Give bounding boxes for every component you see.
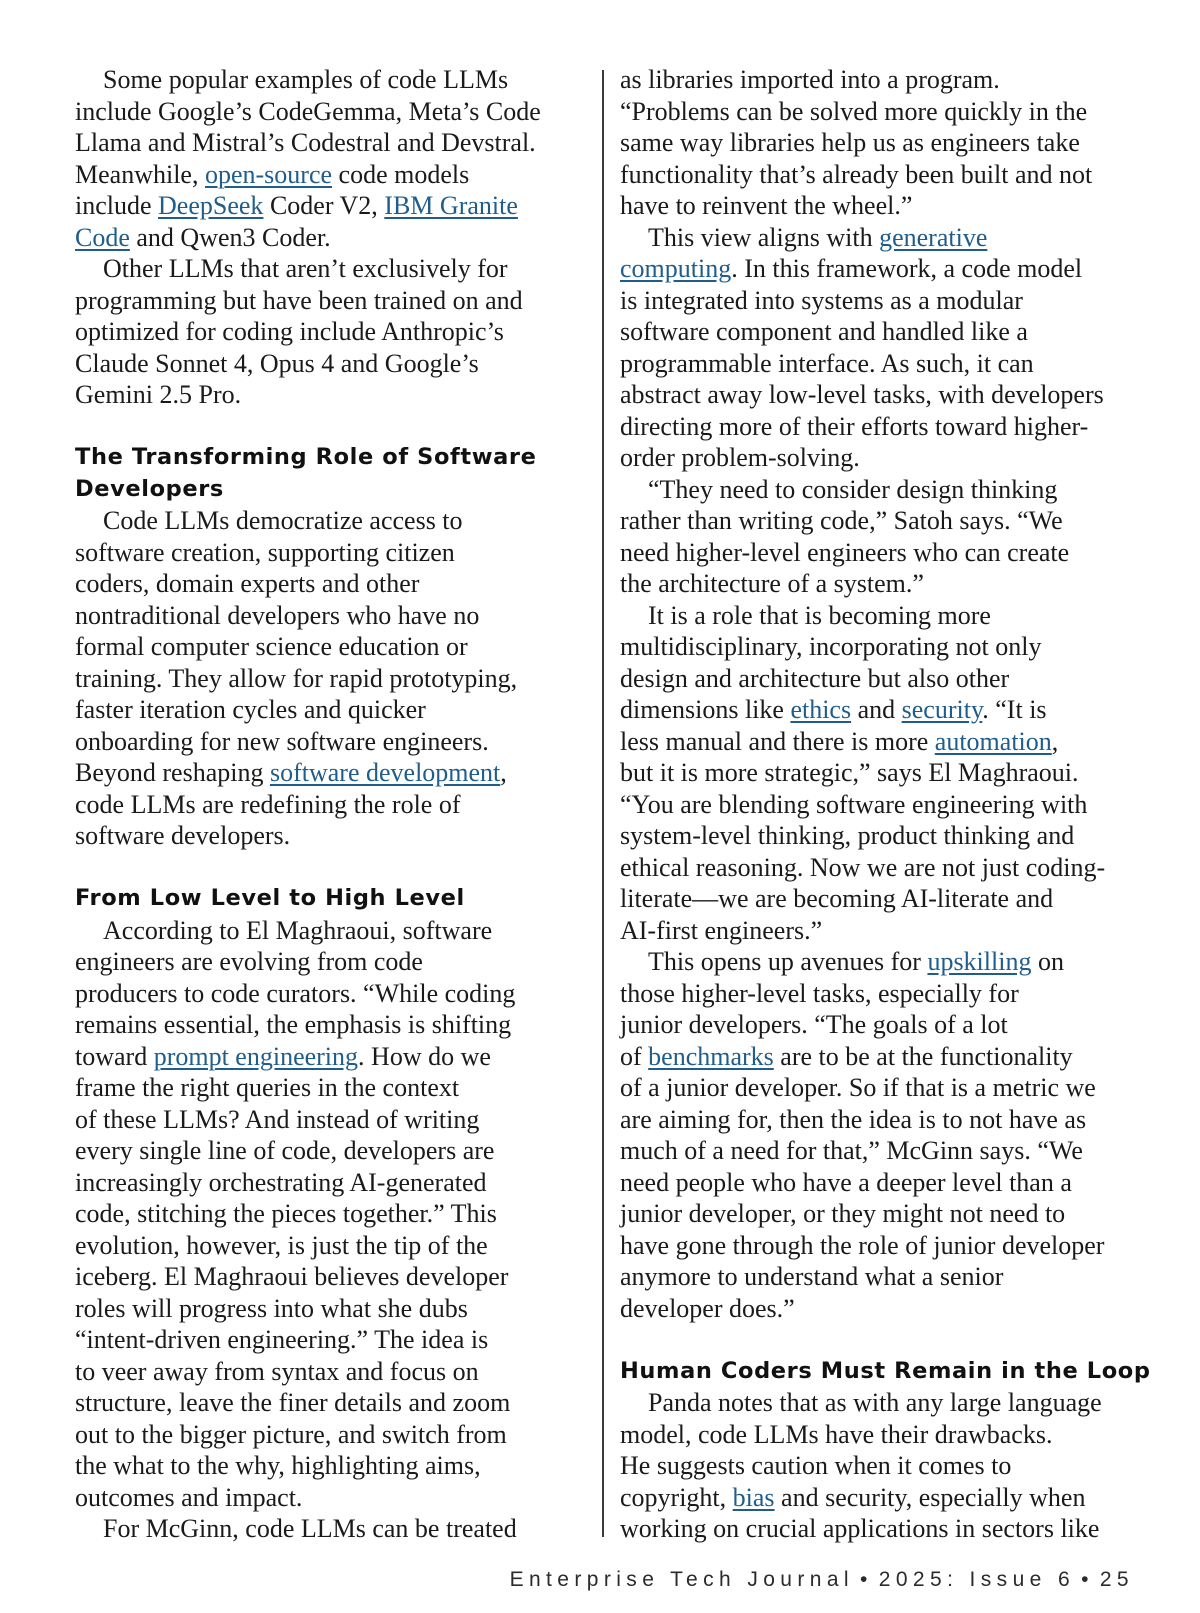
text-line: system-level thinking, product thinking and bbox=[620, 821, 1075, 850]
paragraph bbox=[620, 1387, 1130, 1545]
text-line: roles will progress into what she dubs bbox=[75, 1293, 468, 1323]
link-generative-computing[interactable]: generative bbox=[879, 222, 988, 252]
text-line: formal computer science education or bbox=[75, 632, 468, 661]
text-line: engineers are evolving from code bbox=[75, 947, 423, 976]
text-line: producers to code curators. “While coding bbox=[75, 978, 516, 1008]
text-fragment: and security, especially when bbox=[774, 1482, 1086, 1512]
text-line: out to the bigger picture, and switch from bbox=[75, 1419, 507, 1449]
text-fragment: , bbox=[1051, 726, 1059, 756]
text-fragment: toward bbox=[75, 1041, 154, 1071]
text-line: those higher-level tasks, especially for bbox=[620, 978, 1019, 1008]
text-line: need people who have a deeper level than a bbox=[620, 1167, 1072, 1197]
text-line: design and architecture but also other bbox=[620, 663, 1010, 693]
text-line bbox=[620, 1041, 1130, 1073]
link-ethics[interactable]: ethics bbox=[790, 695, 852, 724]
text-fragment: . How do we bbox=[358, 1041, 491, 1071]
text-line bbox=[75, 757, 587, 789]
text-line: junior developers. “The goals of a lot bbox=[620, 1010, 1008, 1039]
text-fragment: . In this framework, a code model bbox=[731, 254, 1083, 283]
text-fragment: This view aligns with bbox=[648, 222, 880, 252]
text-line: working on crucial applications in sectors like bbox=[620, 1514, 1100, 1543]
spacer bbox=[75, 411, 587, 443]
paragraph bbox=[620, 946, 1130, 1324]
text-line: software developers. bbox=[75, 821, 291, 850]
paragraph bbox=[620, 222, 1130, 474]
text-fragment: dimensions like bbox=[620, 695, 791, 724]
text-line: are aiming for, then the idea is to not have as bbox=[620, 1104, 1087, 1134]
text-fragment: less manual and there is more bbox=[620, 726, 935, 756]
link-upskilling[interactable]: upskilling bbox=[927, 947, 1032, 976]
text-line: training. They allow for rapid prototyping, bbox=[75, 663, 518, 693]
text-line: ethical reasoning. Now we are not just coding- bbox=[620, 852, 1106, 882]
text-line: structure, leave the finer details and zoom bbox=[75, 1388, 511, 1417]
text-line: developer does.” bbox=[620, 1293, 795, 1323]
text-line: to veer away from syntax and focus on bbox=[75, 1356, 479, 1386]
text-line: literate—we are becoming AI-literate and bbox=[620, 884, 1054, 913]
link-automation[interactable]: automation bbox=[934, 726, 1052, 756]
text-line: include Google’s CodeGemma, Meta’s Code bbox=[75, 96, 541, 126]
link-software-development[interactable]: software development bbox=[269, 758, 501, 787]
text-fragment: of bbox=[620, 1041, 649, 1071]
text-line bbox=[620, 726, 1130, 758]
text-fragment: and bbox=[851, 695, 902, 724]
paragraph bbox=[620, 64, 1130, 222]
text-fragment: . “It is bbox=[982, 695, 1047, 724]
link-benchmarks[interactable]: benchmarks bbox=[648, 1041, 774, 1071]
section-heading bbox=[75, 442, 587, 505]
page-number: 25 bbox=[1099, 1568, 1134, 1591]
text-line: “You are blending software engineering with bbox=[620, 789, 1088, 819]
text-fragment: include bbox=[75, 191, 159, 220]
text-fragment: copyright, bbox=[620, 1482, 733, 1512]
paragraph bbox=[75, 505, 587, 852]
text-line: software component and handled like a bbox=[620, 317, 1028, 346]
text-line: model, code LLMs have their drawbacks. bbox=[620, 1419, 1053, 1449]
text-line bbox=[75, 190, 587, 222]
text-line: He suggests caution when it comes to bbox=[620, 1451, 1012, 1480]
heading-line: The Transforming Role of Software bbox=[75, 444, 537, 470]
publication-name: Enterprise Tech Journal bbox=[509, 1568, 854, 1591]
paragraph bbox=[620, 600, 1130, 947]
text-line: “They need to consider design thinking bbox=[648, 474, 1058, 504]
text-fragment: Meanwhile, bbox=[75, 159, 205, 189]
text-line: Panda notes that as with any large language bbox=[648, 1388, 1102, 1417]
text-line: much of a need for that,” McGinn says. “We bbox=[620, 1136, 1083, 1165]
link-generative-computing-cont[interactable]: computing bbox=[620, 254, 732, 283]
text-line: Other LLMs that aren’t exclusively for bbox=[103, 254, 508, 283]
text-fragment: , bbox=[500, 758, 507, 787]
heading-line: Human Coders Must Remain in the Loop bbox=[620, 1357, 1151, 1384]
text-line: rather than writing code,” Satoh says. “We bbox=[620, 506, 1063, 535]
text-line: as libraries imported into a program. bbox=[620, 65, 1000, 94]
text-line: programmable interface. As such, it can bbox=[620, 348, 1034, 378]
text-line: optimized for coding include Anthropic’s bbox=[75, 317, 504, 346]
text-line: functionality that’s already been built and not bbox=[620, 159, 1093, 189]
link-prompt-engineering[interactable]: prompt engineering bbox=[153, 1041, 359, 1071]
bullet-separator: • bbox=[860, 1568, 873, 1591]
text-line: Code LLMs democratize access to bbox=[103, 506, 463, 535]
text-line: same way libraries help us as engineers take bbox=[620, 128, 1080, 157]
text-line: is integrated into systems as a modular bbox=[620, 285, 1023, 315]
paragraph bbox=[75, 64, 587, 253]
text-fragment: code models bbox=[332, 159, 470, 189]
paragraph bbox=[75, 253, 587, 411]
text-line: Claude Sonnet 4, Opus 4 and Google’s bbox=[75, 348, 479, 378]
text-fragment: Beyond reshaping bbox=[75, 758, 270, 787]
text-line: coders, domain experts and other bbox=[75, 569, 420, 598]
text-line: multidisciplinary, incorporating not only bbox=[620, 632, 1042, 661]
heading-line: From Low Level to High Level bbox=[75, 885, 465, 911]
link-security[interactable]: security bbox=[901, 695, 983, 724]
text-line: nontraditional developers who have no bbox=[75, 600, 480, 630]
text-line: Llama and Mistral’s Codestral and Devstral. bbox=[75, 128, 536, 157]
text-line: of these LLMs? And instead of writing bbox=[75, 1104, 480, 1134]
text-line: junior developer, or they might not need to bbox=[620, 1199, 1066, 1228]
text-line bbox=[75, 159, 587, 191]
bullet-separator: • bbox=[1081, 1568, 1094, 1591]
text-line: Some popular examples of code LLMs bbox=[103, 65, 509, 94]
text-line bbox=[620, 1482, 1130, 1514]
text-line: Gemini 2.5 Pro. bbox=[75, 380, 242, 409]
issue-label: 2025: Issue 6 bbox=[878, 1568, 1076, 1591]
link-ibm-granite-code[interactable]: IBM Granite bbox=[384, 191, 518, 220]
text-line: According to El Maghraoui, software bbox=[103, 915, 493, 945]
text-line: remains essential, the emphasis is shifting bbox=[75, 1010, 512, 1039]
page-footer bbox=[510, 1568, 1134, 1592]
text-line bbox=[75, 1041, 587, 1073]
text-fragment: on bbox=[1031, 947, 1064, 976]
text-line: the architecture of a system.” bbox=[620, 569, 924, 598]
text-line: but it is more strategic,” says El Maghraoui. bbox=[620, 758, 1079, 787]
text-fragment: and Qwen3 Coder. bbox=[129, 222, 331, 252]
text-line: frame the right queries in the context bbox=[75, 1073, 460, 1102]
paragraph bbox=[620, 474, 1130, 600]
text-line: For McGinn, code LLMs can be treated bbox=[103, 1514, 517, 1543]
text-line: outcomes and impact. bbox=[75, 1482, 303, 1512]
text-line bbox=[620, 222, 1130, 254]
spacer bbox=[75, 852, 587, 884]
left-column bbox=[75, 64, 587, 1545]
text-line: code, stitching the pieces together.” This bbox=[75, 1199, 497, 1228]
text-line: order problem-solving. bbox=[620, 443, 860, 472]
section-heading bbox=[75, 883, 587, 915]
text-line: directing more of their efforts toward higher- bbox=[620, 411, 1089, 441]
link-open-source[interactable]: open-source bbox=[204, 159, 333, 189]
text-line: “intent-driven engineering.” The idea is bbox=[75, 1325, 489, 1354]
paragraph bbox=[75, 915, 587, 1514]
text-line: code LLMs are redefining the role of bbox=[75, 789, 461, 819]
heading-line: Developers bbox=[75, 475, 224, 502]
text-line: programming but have been trained on and bbox=[75, 285, 523, 315]
text-fragment: are to be at the functionality bbox=[773, 1041, 1073, 1071]
text-line: the what to the why, highlighting aims, bbox=[75, 1451, 481, 1480]
text-fragment: This opens up avenues for bbox=[648, 947, 928, 976]
text-line bbox=[620, 694, 1130, 726]
text-line bbox=[620, 253, 1130, 285]
section-heading bbox=[620, 1356, 1151, 1388]
text-line: need higher-level engineers who can create bbox=[620, 537, 1070, 567]
text-line: increasingly orchestrating AI-generated bbox=[75, 1167, 487, 1197]
column-divider bbox=[602, 70, 604, 1537]
text-line: “Problems can be solved more quickly in the bbox=[620, 96, 1088, 126]
text-line: software creation, supporting citizen bbox=[75, 537, 455, 567]
text-line: abstract away low-level tasks, with developers bbox=[620, 380, 1104, 409]
spacer bbox=[620, 1324, 1130, 1356]
text-line: AI-first engineers.” bbox=[620, 915, 823, 945]
text-line: anymore to understand what a senior bbox=[620, 1262, 1004, 1291]
text-line: evolution, however, is just the tip of the bbox=[75, 1230, 488, 1260]
paragraph bbox=[75, 1513, 587, 1545]
text-line: of a junior developer. So if that is a metric we bbox=[620, 1073, 1096, 1102]
text-line: every single line of code, developers are bbox=[75, 1136, 495, 1165]
link-ibm-granite-code-cont[interactable]: Code bbox=[75, 222, 130, 252]
text-line bbox=[620, 946, 1130, 978]
text-fragment: Coder V2, bbox=[263, 191, 385, 220]
text-line: It is a role that is becoming more bbox=[648, 600, 991, 630]
text-line: faster iteration cycles and quicker bbox=[75, 695, 426, 724]
text-line: onboarding for new software engineers. bbox=[75, 726, 489, 756]
text-line: iceberg. El Maghraoui believes developer bbox=[75, 1262, 509, 1291]
text-line bbox=[75, 222, 587, 254]
text-line: have to reinvent the wheel.” bbox=[620, 191, 913, 220]
text-line: have gone through the role of junior developer bbox=[620, 1230, 1105, 1260]
link-deepseek[interactable]: DeepSeek bbox=[158, 191, 264, 220]
link-bias[interactable]: bias bbox=[732, 1482, 775, 1512]
right-column bbox=[620, 64, 1151, 1545]
